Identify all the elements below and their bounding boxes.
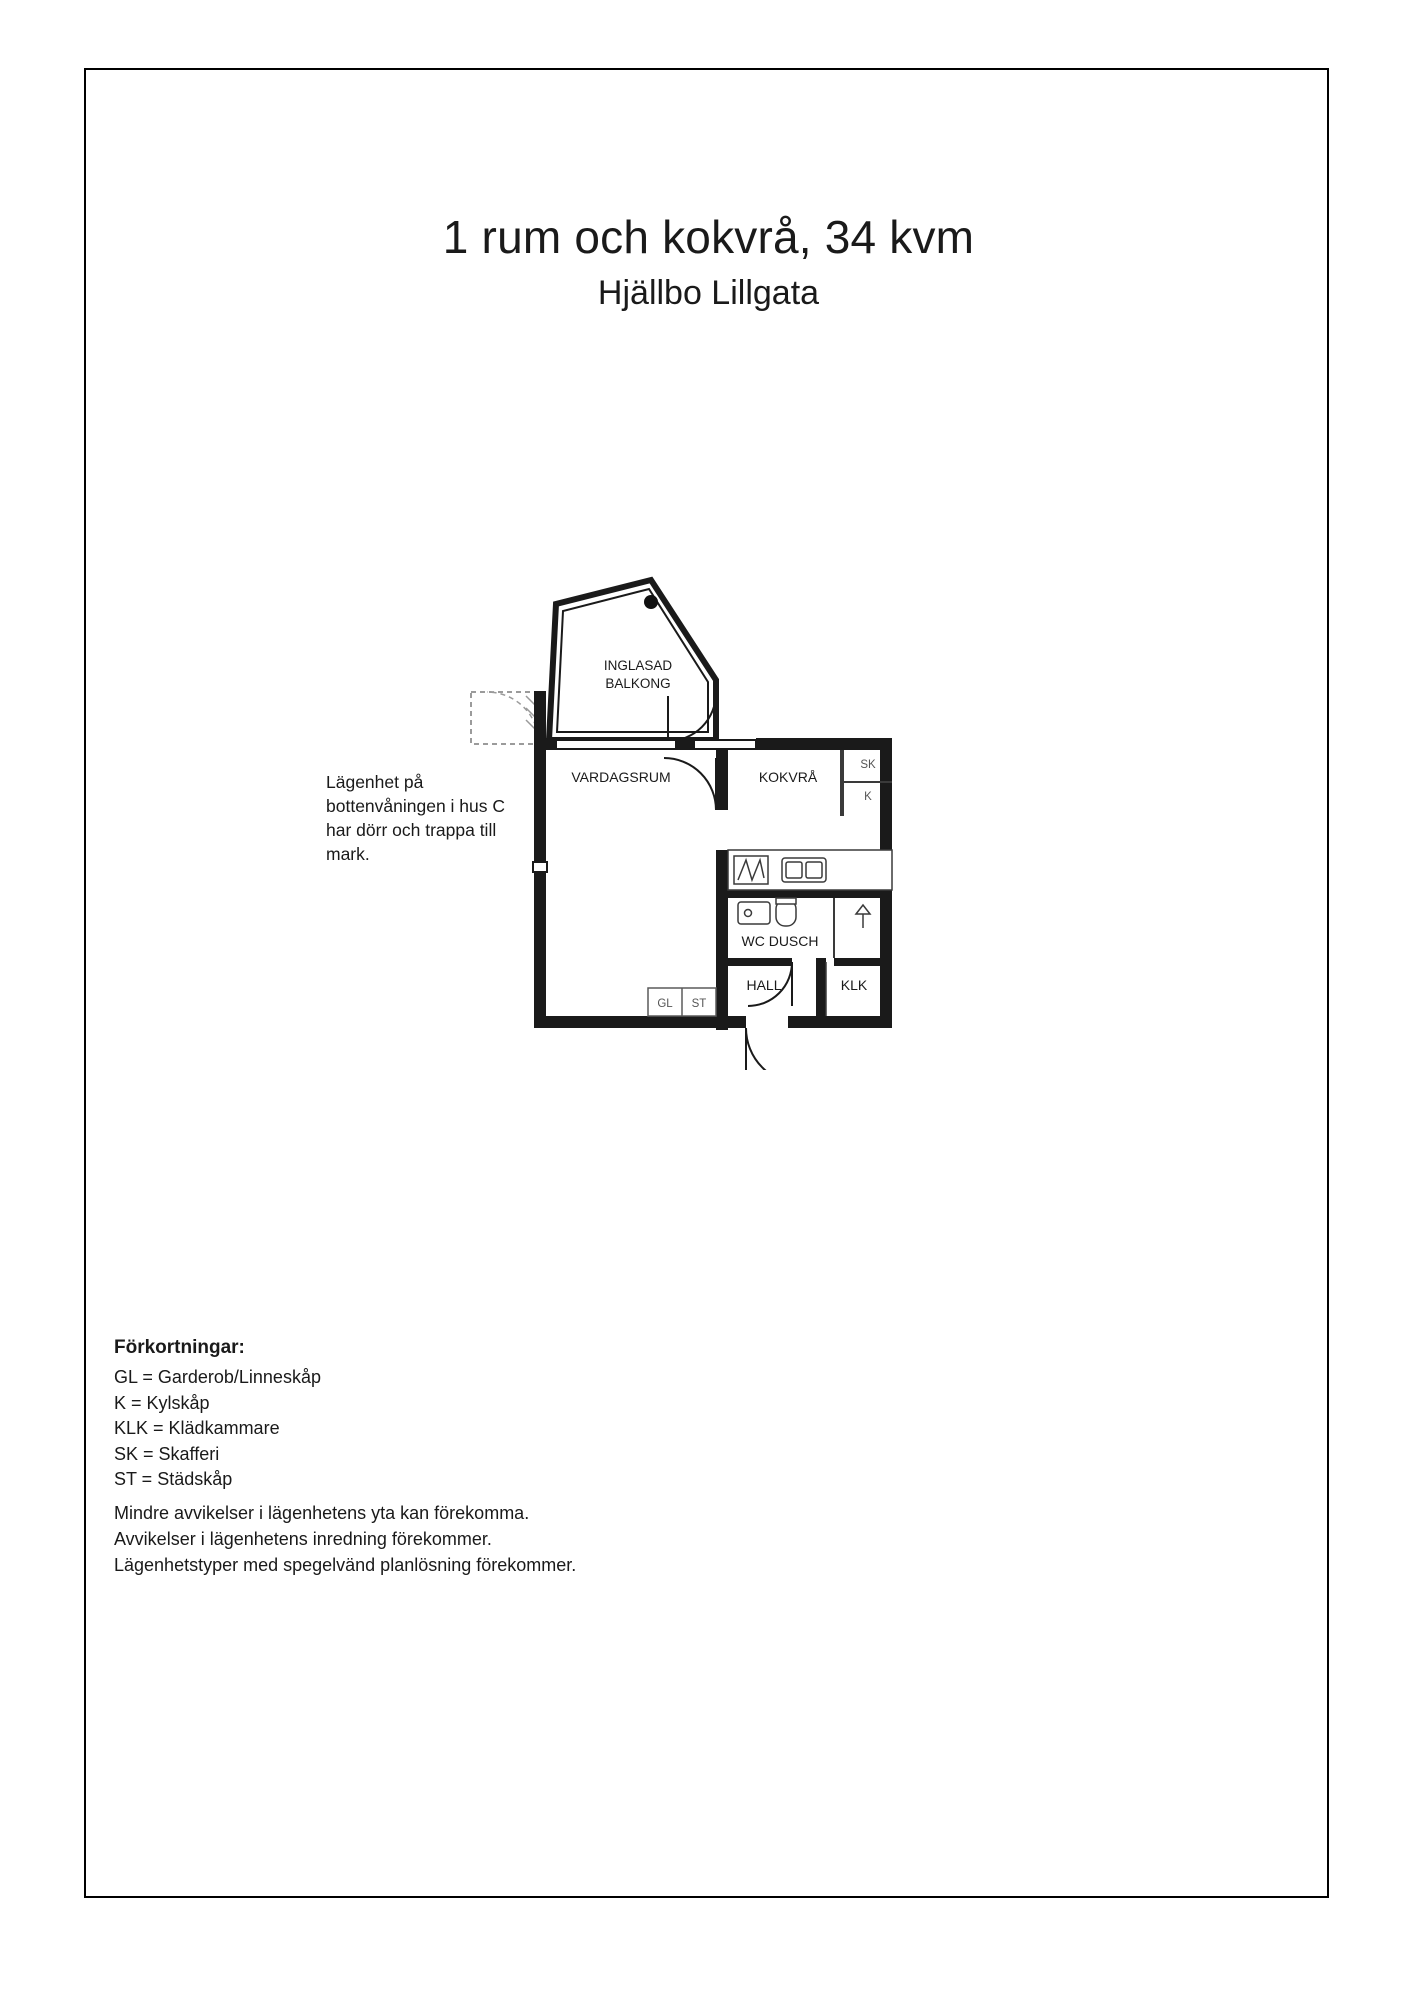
kitchen-fixtures: [728, 850, 892, 890]
page-title: 1 rum och kokvrå, 34 kvm: [442, 211, 975, 263]
legend-block: [114, 1335, 814, 1493]
room-label-kokvra: KOKVRÅ: [758, 769, 818, 785]
page-frame: [84, 68, 1329, 1898]
room-label-hall: HALL: [746, 977, 782, 993]
title-block: [86, 210, 1331, 313]
legend-item-st: ST = Städskåp: [114, 1469, 233, 1490]
room-label-balkong-line1: INGLASAD: [603, 658, 673, 673]
disclaimer-line-1: Mindre avvikelser i lägenhetens yta kan förekomma.: [114, 1503, 530, 1523]
room-label-klk: KLK: [840, 977, 868, 993]
disclaimer-block: [114, 1500, 914, 1578]
disclaimer-line-2: Avvikelser i lägenhetens inredning förekommer.: [114, 1529, 492, 1550]
room-label-balkong-line2: BALKONG: [605, 676, 671, 691]
closet-label-sk: SK: [860, 759, 876, 771]
room-label-vardagsrum: VARDAGSRUM: [571, 769, 671, 785]
legend-item-klk: KLK = Klädkammare: [114, 1418, 280, 1439]
legend-item-sk: SK = Skafferi: [114, 1443, 220, 1464]
floor-plan: [416, 510, 1066, 1070]
room-label-wc-dusch: WC DUSCH: [741, 933, 819, 949]
legend-item-k: K = Kylskåp: [114, 1392, 210, 1413]
closet-label-k: K: [864, 791, 872, 803]
legend-item-gl: GL = Garderob/Linneskåp: [114, 1366, 321, 1387]
closet-label-gl: GL: [657, 998, 673, 1010]
disclaimer-line-3: Lägenhetstyper med spegelvänd planlösning förekommer.: [114, 1555, 577, 1576]
ground-floor-note: Lägenhet på bottenvåningen i hus C har dörr och trappa till mark.: [326, 772, 506, 865]
door-swing-entrance: [746, 1028, 802, 1070]
closet-label-st: ST: [691, 998, 707, 1010]
legend-heading: Förkortningar:: [114, 1337, 245, 1358]
balcony-post-icon: [644, 595, 658, 609]
door-swing-vardagsrum: [664, 758, 716, 810]
bathroom-fixtures: [738, 898, 870, 928]
page-subtitle: Hjällbo Lillgata: [597, 274, 820, 312]
ground-floor-door-dashed: [471, 692, 539, 744]
